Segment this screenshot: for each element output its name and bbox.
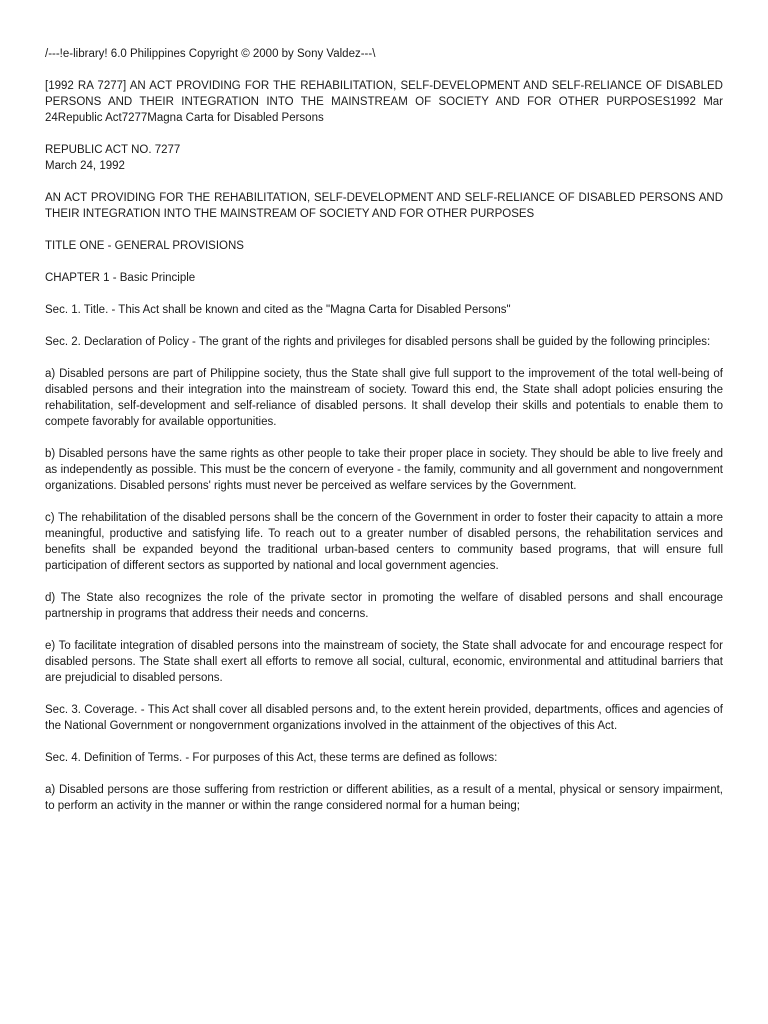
citation-header: [1992 RA 7277] AN ACT PROVIDING FOR THE REHABILITATION, SELF-DEVELOPMENT AND SELF-RELIANCE OF DISABLED PERSONS AND THEIR INTEGRATION INTO THE MAINSTREAM OF SOCIETY AND FOR OTHER PURPOSES1992 Mar 24Republic Act7277Magna Carta for Disabled Persons [45,80,723,124]
credit-line: /---!e-library! 6.0 Philippines Copyright © 2000 by Sony Valdez---\ [45,48,376,60]
act-identification [45,142,723,174]
title-one-heading: TITLE ONE - GENERAL PROVISIONS [45,240,244,252]
act-number: REPUBLIC ACT NO. 7277 [45,144,181,156]
act-date: March 24, 1992 [45,160,125,172]
section-2-paragraph-a: a) Disabled persons are part of Philippine society, thus the State shall give full support to the improvement of the total well-being of disabled persons and their integration into the mainstream of society. Toward this end, the State shall adopt policies ensuring the rehabilitation, self-development and self-reliance of disabled persons. It shall develop their skills and potentials to enable them to compete favorably for available opportunities. [45,368,723,428]
section-2-paragraph-e: e) To facilitate integration of disabled persons into the mainstream of society, the State shall advocate for and encourage respect for disabled persons. The State shall exert all efforts to remove all social, cultural, economic, environmental and attitudinal barriers that are prejudicial to disabled persons. [45,640,723,684]
section-2-paragraph-d: d) The State also recognizes the role of the private sector in promoting the welfare of disabled persons and shall encourage partnership in programs that address their needs and concerns. [45,592,723,620]
section-4-definition-of-terms: Sec. 4. Definition of Terms. - For purposes of this Act, these terms are defined as follows: [45,752,498,764]
section-4-paragraph-a: a) Disabled persons are those suffering from restriction or different abilities, as a result of a mental, physical or sensory impairment, to perform an activity in the manner or within the range considered normal for a human being; [45,784,723,812]
section-2-declaration-of-policy: Sec. 2. Declaration of Policy - The grant of the rights and privileges for disabled persons shall be guided by the following principles: [45,336,711,348]
chapter-one-heading: CHAPTER 1 - Basic Principle [45,272,196,284]
section-2-paragraph-c: c) The rehabilitation of the disabled persons shall be the concern of the Government in order to foster their capacity to attain a more meaningful, productive and satisfying life. To reach out to a greater number of disabled persons, the rehabilitation services and benefits shall be expanded beyond the traditional urban-based centers to community based programs, that will ensure full participation of different sectors as supported by national and local government agencies. [45,512,723,572]
document-body [45,46,723,814]
act-title: AN ACT PROVIDING FOR THE REHABILITATION, SELF-DEVELOPMENT AND SELF-RELIANCE OF DISABLED PERSONS AND THEIR INTEGRATION INTO THE MAINSTREAM OF SOCIETY AND FOR OTHER PURPOSES [45,192,723,220]
section-2-paragraph-b: b) Disabled persons have the same rights as other people to take their proper place in society. They should be able to live freely and as independently as possible. This must be the concern of everyone - the family, community and all government and nongovernment organizations. Disabled persons' rights must never be perceived as welfare services by the Government. [45,448,723,492]
section-3-coverage: Sec. 3. Coverage. - This Act shall cover all disabled persons and, to the extent herein provided, departments, offices and agencies of the National Government or nongovernment organizations involved in the attainment of the objectives of this Act. [45,704,723,732]
section-1-title: Sec. 1. Title. - This Act shall be known and cited as the "Magna Carta for Disabled Persons" [45,304,511,316]
